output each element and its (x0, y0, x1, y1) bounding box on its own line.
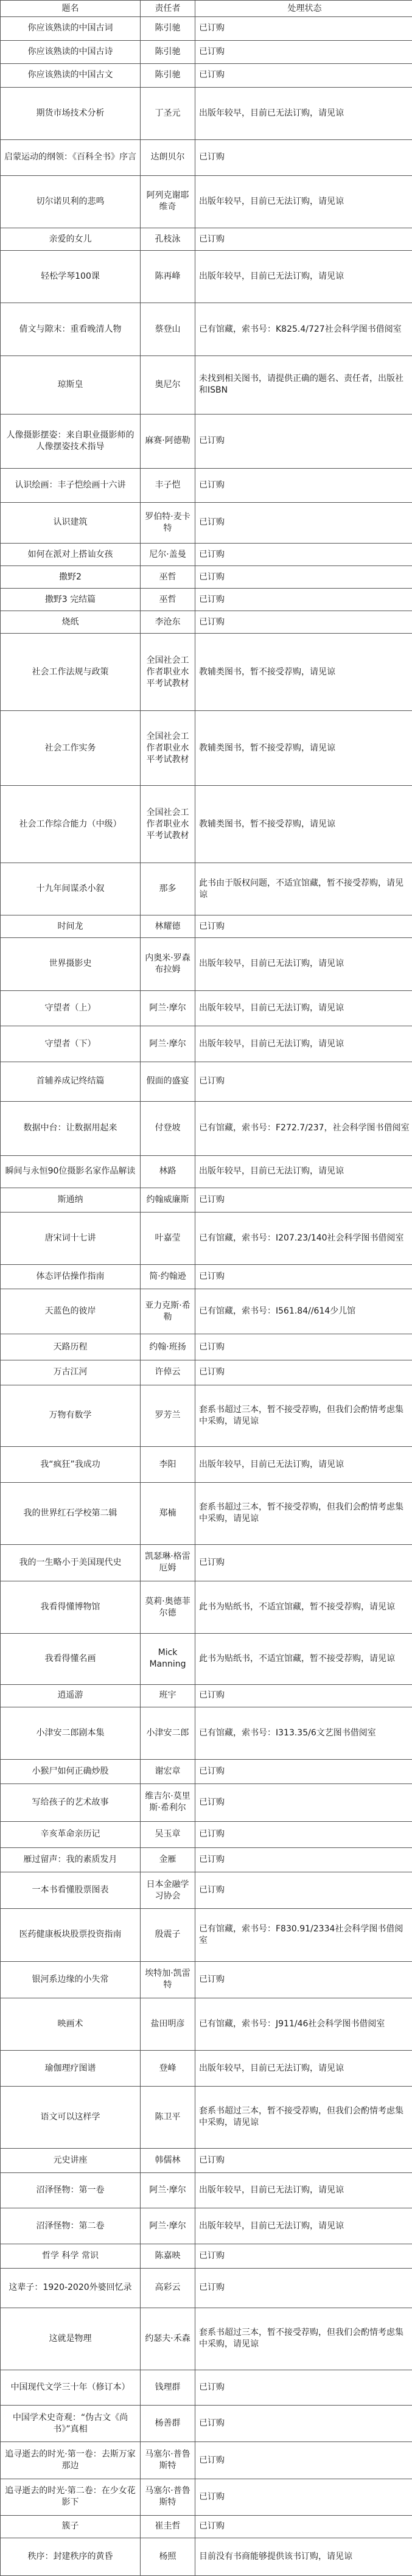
responsible-cell: 丰子恺 (141, 468, 195, 502)
book-title-cell: 语文可以这样学 (1, 2086, 141, 2148)
status-cell: 教辅类图书，暂不接受荐购，请见谅 (195, 786, 412, 863)
table-row (1, 1684, 412, 1707)
table-row (1, 2515, 412, 2538)
responsible-cell: 凯瑟琳·格雷厄姆 (141, 1544, 195, 1581)
table-row (1, 634, 412, 711)
table-row (1, 355, 412, 414)
book-title-cell: 人像摄影摆姿：来自职业摄影师的人像摆姿技术指导 (1, 414, 141, 468)
book-title-cell: 辛亥革命亲历记 (1, 1821, 141, 1847)
responsible-cell: 登峰 (141, 2051, 195, 2087)
book-title-cell: 烧纸 (1, 611, 141, 634)
book-title-cell: 守望者（下） (1, 1026, 141, 1062)
table-row (1, 1289, 412, 1334)
book-title-cell: 切尔诺贝利的悲鸣 (1, 175, 141, 228)
book-title-cell: 万古江河 (1, 1360, 141, 1385)
status-cell: 出版年较早，目前已无法订购，请见谅 (195, 175, 412, 228)
table-row (1, 1026, 412, 1062)
responsible-cell: 阿兰·摩尔 (141, 990, 195, 1026)
status-cell: 已订购 (195, 64, 412, 88)
book-title-cell: 数据中台：让数据用起来 (1, 1101, 141, 1155)
book-title-cell: 万物有数学 (1, 1385, 141, 1447)
book-title-cell: 中国学术史奇观：“伪古文《尚书》”真相 (1, 2406, 141, 2442)
status-cell: 出版年较早，目前已无法订购，请见谅 (195, 1026, 412, 1062)
table-row (1, 710, 412, 785)
status-cell: 已订购 (195, 2515, 412, 2538)
book-title-cell: 秩序：封建秩序的黄昏 (1, 2538, 141, 2575)
status-cell: 已有馆藏，索书号：I561.84//614少儿馆 (195, 1289, 412, 1334)
table-row (1, 1265, 412, 1289)
status-cell: 此书为贴纸书，不适宜馆藏，暂不接受荐购，请见谅 (195, 1634, 412, 1684)
table-row (1, 2208, 412, 2244)
table-row (1, 468, 412, 502)
responsible-cell: 林耀德 (141, 915, 195, 938)
responsible-cell: 盐田明彦 (141, 1998, 195, 2050)
table-body (1, 17, 412, 2576)
table-row (1, 1821, 412, 1847)
status-cell: 目前没有书商能够提供该书订购，请见谅 (195, 2538, 412, 2575)
book-title-cell: 首辅养成记终结篇 (1, 1062, 141, 1101)
book-title-cell: 这就是物理 (1, 2308, 141, 2370)
table-row (1, 1760, 412, 1784)
book-title-cell: 撒野2 (1, 566, 141, 589)
table-row (1, 1961, 412, 1998)
responsible-cell: 约翰威廉斯 (141, 1188, 195, 1212)
responsible-cell: 罗芳兰 (141, 1385, 195, 1447)
table-row (1, 1385, 412, 1447)
responsible-cell: 全国社会工作者职业水平考试教材 (141, 710, 195, 785)
responsible-cell: 叶嘉莹 (141, 1212, 195, 1264)
responsible-cell: 李阳 (141, 1447, 195, 1483)
responsible-cell: 全国社会工作者职业水平考试教材 (141, 786, 195, 863)
responsible-cell: 阿兰·摩尔 (141, 1026, 195, 1062)
status-cell: 已订购 (195, 1760, 412, 1784)
book-title-cell: 我的世界红石学校第二辑 (1, 1482, 141, 1544)
status-cell: 已订购 (195, 589, 412, 611)
table-row (1, 1212, 412, 1264)
book-title-cell: 体态评估操作指南 (1, 1265, 141, 1289)
book-title-cell: 追寻逝去的时光·第二卷：在少女花影下 (1, 2479, 141, 2515)
book-title-cell: 逍遥游 (1, 1684, 141, 1707)
table-row (1, 938, 412, 990)
status-cell: 已有馆藏，索书号：F272.7/237，社会科学图书借阅室 (195, 1101, 412, 1155)
book-title-cell: 时间龙 (1, 915, 141, 938)
book-title-cell: 社会工作实务 (1, 710, 141, 785)
book-title-cell: 守望者（上） (1, 990, 141, 1026)
responsible-cell: 许倬云 (141, 1360, 195, 1385)
book-title-cell: 小猴尸如何正确炒股 (1, 1760, 141, 1784)
book-title-cell: 簇子 (1, 2515, 141, 2538)
responsible-cell: 尼尔·盖曼 (141, 544, 195, 566)
responsible-cell: 阿兰·摩尔 (141, 2208, 195, 2244)
table-row (1, 1872, 412, 1909)
book-title-cell: 天蓝色的彼岸 (1, 1289, 141, 1334)
table-row (1, 544, 412, 566)
status-cell: 出版年较早，目前已无法订购，请见谅 (195, 2051, 412, 2087)
book-title-cell: 沼泽怪物：第二卷 (1, 2208, 141, 2244)
responsible-cell: 小津安二郎 (141, 1707, 195, 1759)
status-cell: 已订购 (195, 2479, 412, 2515)
responsible-cell: 李沧东 (141, 611, 195, 634)
responsible-cell: 陈再峰 (141, 251, 195, 303)
status-cell: 已有馆藏，索书号：I313.35/6文艺图书借阅室 (195, 1707, 412, 1759)
responsible-cell: 陈引驰 (141, 64, 195, 88)
responsible-cell: 亚力克斯·希勒 (141, 1289, 195, 1334)
table-row (1, 1581, 412, 1633)
status-cell: 已订购 (195, 1188, 412, 1212)
book-title-cell: 小津安二郎剧本集 (1, 1707, 141, 1759)
book-title-cell: 倩文与隙末：重看晚清人物 (1, 303, 141, 355)
book-title-cell: 瑜伽理疗图谱 (1, 2051, 141, 2087)
responsible-cell: 罗伯特·麦卡特 (141, 502, 195, 544)
book-title-cell: 这辈子：1920-2020外婆回忆录 (1, 2269, 141, 2308)
responsible-cell: 班宇 (141, 1684, 195, 1707)
book-title-cell: 你应该熟读的中国古文 (1, 64, 141, 88)
responsible-cell: 全国社会工作者职业水平考试教材 (141, 634, 195, 711)
table-row (1, 1707, 412, 1759)
table-row (1, 228, 412, 251)
table-row (1, 1998, 412, 2050)
responsible-cell: 达朗贝尔 (141, 140, 195, 176)
status-cell: 已订购 (195, 1784, 412, 1822)
book-title-cell: 我的一生略小于美国现代史 (1, 1544, 141, 1581)
table-row (1, 863, 412, 915)
status-cell: 已订购 (195, 1848, 412, 1872)
responsible-cell: 莫莉·奥德菲尔德 (141, 1581, 195, 1633)
table-row (1, 786, 412, 863)
column-header-status: 处理状态 (195, 1, 412, 17)
status-cell: 出版年较早，目前已无法订购，请见谅 (195, 938, 412, 990)
table-row (1, 990, 412, 1026)
book-title-cell: 你应该熟读的中国古词 (1, 17, 141, 41)
status-cell: 出版年较早，目前已无法订购，请见谅 (195, 990, 412, 1026)
book-title-cell: 撒野3 完结篇 (1, 589, 141, 611)
table-row (1, 1909, 412, 1961)
status-cell: 已订购 (195, 228, 412, 251)
table-row (1, 2086, 412, 2148)
book-title-cell: 斯通纳 (1, 1188, 141, 1212)
status-cell: 教辅类图书，暂不接受荐购，请见谅 (195, 634, 412, 711)
status-cell: 已订购 (195, 1872, 412, 1909)
responsible-cell: 付登坡 (141, 1101, 195, 1155)
status-cell: 出版年较早，目前已无法订购，请见谅 (195, 2208, 412, 2244)
table-row (1, 915, 412, 938)
responsible-cell: 林路 (141, 1156, 195, 1188)
table-row (1, 303, 412, 355)
table-row (1, 1447, 412, 1483)
status-cell: 出版年较早，目前已无法订购，请见谅 (195, 1447, 412, 1483)
responsible-cell: 金雁 (141, 1848, 195, 1872)
table-row (1, 502, 412, 544)
book-title-cell: 哲学 科学 常识 (1, 2244, 141, 2268)
book-title-cell: 琼斯皇 (1, 355, 141, 414)
table-row (1, 566, 412, 589)
responsible-cell: 杨善群 (141, 2406, 195, 2442)
table-row (1, 1334, 412, 1360)
book-title-cell: 社会工作法规与政策 (1, 634, 141, 711)
book-title-cell: 银河系边缘的小失常 (1, 1961, 141, 1998)
responsible-cell: 孔枝泳 (141, 228, 195, 251)
status-cell: 已订购 (195, 2406, 412, 2442)
status-cell: 此书为贴纸书，不适宜馆藏，暂不接受荐购，请见谅 (195, 1581, 412, 1633)
status-cell: 套系书超过三本，暂不接受荐购，但我们会酌情考虑集中采购，请见谅 (195, 2086, 412, 2148)
book-title-cell: 认识建筑 (1, 502, 141, 544)
responsible-cell: 郑楠 (141, 1482, 195, 1544)
book-title-cell: 认识绘画：丰子恺绘画十六讲 (1, 468, 141, 502)
table-row (1, 611, 412, 634)
status-cell: 已订购 (195, 468, 412, 502)
status-cell: 已订购 (195, 1265, 412, 1289)
responsible-cell: 陈嘉映 (141, 2244, 195, 2268)
table-row (1, 2172, 412, 2208)
responsible-cell: 殷震子 (141, 1909, 195, 1961)
status-cell: 出版年较早，目前已无法订购，请见谅 (195, 2172, 412, 2208)
responsible-cell: 阿列克谢耶维奇 (141, 175, 195, 228)
book-title-cell: 十九年间谋杀小叙 (1, 863, 141, 915)
status-cell: 已订购 (195, 2442, 412, 2479)
status-cell: 出版年较早，目前已无法订购，请见谅 (195, 87, 412, 139)
responsible-cell: 蔡登山 (141, 303, 195, 355)
status-cell: 已订购 (195, 1360, 412, 1385)
table-row (1, 2538, 412, 2575)
book-title-cell: 你应该熟读的中国古诗 (1, 40, 141, 64)
responsible-cell: 陈卫平 (141, 2086, 195, 2148)
responsible-cell: 钱理群 (141, 2370, 195, 2406)
status-cell: 已有馆藏，索书号：K825.4/727社会科学图书借阅室 (195, 303, 412, 355)
status-cell: 已订购 (195, 566, 412, 589)
book-title-cell: 瞬间与永恒90位摄影名家作品解读 (1, 1156, 141, 1188)
status-cell: 已订购 (195, 2269, 412, 2308)
table-row (1, 1634, 412, 1684)
status-cell: 已有馆藏，索书号：I207.23/140社会科学图书借阅室 (195, 1212, 412, 1264)
responsible-cell: 阿兰·摩尔 (141, 2172, 195, 2208)
table-row (1, 251, 412, 303)
book-title-cell: 我看得懂博物馆 (1, 1581, 141, 1633)
table-row (1, 1062, 412, 1101)
table-row (1, 64, 412, 88)
table-row (1, 2442, 412, 2479)
responsible-cell: 杨照 (141, 2538, 195, 2575)
responsible-cell: 约瑟夫·禾森 (141, 2308, 195, 2370)
responsible-cell: 巫哲 (141, 566, 195, 589)
book-title-cell: 世界摄影史 (1, 938, 141, 990)
status-cell: 已订购 (195, 2370, 412, 2406)
book-title-cell: 元史讲座 (1, 2148, 141, 2172)
status-cell: 此书由于版权问题，不适宜馆藏，暂不接受荐购，请见谅 (195, 863, 412, 915)
table-row (1, 1784, 412, 1822)
responsible-cell: 高彩云 (141, 2269, 195, 2308)
book-title-cell: 追寻逝去的时光·第一卷：去斯万家那边 (1, 2442, 141, 2479)
table-row (1, 2148, 412, 2172)
responsible-cell: 约翰·班扬 (141, 1334, 195, 1360)
table-row (1, 2269, 412, 2308)
status-cell: 已订购 (195, 915, 412, 938)
status-cell: 已订购 (195, 40, 412, 64)
responsible-cell: 那多 (141, 863, 195, 915)
status-cell: 已订购 (195, 1544, 412, 1581)
status-cell: 已订购 (195, 2148, 412, 2172)
responsible-cell: 简·约翰逊 (141, 1265, 195, 1289)
table-row (1, 414, 412, 468)
status-cell: 出版年较早，目前已无法订购，请见谅 (195, 1156, 412, 1188)
book-title-cell: 写给孩子的艺术故事 (1, 1784, 141, 1822)
book-title-cell: 医药健康板块股票投资指南 (1, 1909, 141, 1961)
column-header-title: 题名 (1, 1, 141, 17)
status-cell: 已有馆藏，索书号：F830.91/2334社会科学图书借阅室 (195, 1909, 412, 1961)
responsible-cell: 假面的盛宴 (141, 1062, 195, 1101)
responsible-cell: 马塞尔·普鲁斯特 (141, 2479, 195, 2515)
table-row (1, 40, 412, 64)
responsible-cell: 崔圭哲 (141, 2515, 195, 2538)
responsible-cell: 韩儒林 (141, 2148, 195, 2172)
table-row (1, 17, 412, 41)
table-row (1, 1848, 412, 1872)
status-cell: 套系书超过三本，暂不接受荐购，但我们会酌情考虑集中采购，请见谅 (195, 1482, 412, 1544)
responsible-cell: 吴玉章 (141, 1821, 195, 1847)
responsible-cell: 埃特加·凯雷特 (141, 1961, 195, 1998)
table-row (1, 2308, 412, 2370)
status-cell: 已有馆藏，索书号：J911/46社会科学图书借阅室 (195, 1998, 412, 2050)
book-title-cell: 亲爱的女儿 (1, 228, 141, 251)
table-row (1, 2479, 412, 2515)
book-title-cell: 雁过留声：我的素质发月 (1, 1848, 141, 1872)
book-title-cell: 一本书看懂股票图表 (1, 1872, 141, 1909)
table-row (1, 175, 412, 228)
table-row (1, 2051, 412, 2087)
header-row (1, 1, 412, 17)
book-title-cell: 轻松学琴100课 (1, 251, 141, 303)
status-cell: 未找到相关图书，请提供正确的题名、责任者，出版社和ISBN (195, 355, 412, 414)
responsible-cell: Mick Manning (141, 1634, 195, 1684)
status-cell: 套系书超过三本，暂不接受荐购，但我们会酌情考虑集中采购，请见谅 (195, 1385, 412, 1447)
book-title-cell: 映画术 (1, 1998, 141, 2050)
status-cell: 已订购 (195, 611, 412, 634)
status-cell: 教辅类图书，暂不接受荐购，请见谅 (195, 710, 412, 785)
responsible-cell: 丁圣元 (141, 87, 195, 139)
table-row (1, 1101, 412, 1155)
book-title-cell: 启蒙运动的纲领：《百科全书》序言 (1, 140, 141, 176)
status-cell: 已订购 (195, 544, 412, 566)
book-title-cell: 我看得懂名画 (1, 1634, 141, 1684)
responsible-cell: 麻赛·阿德勒 (141, 414, 195, 468)
table-row (1, 2406, 412, 2442)
responsible-cell: 巫哲 (141, 589, 195, 611)
status-cell: 已订购 (195, 2244, 412, 2268)
responsible-cell: 马塞尔·普鲁斯特 (141, 2442, 195, 2479)
table-row (1, 140, 412, 176)
book-title-cell: 如何在派对上搭讪女孩 (1, 544, 141, 566)
book-title-cell: 天路历程 (1, 1334, 141, 1360)
book-title-cell: 期货市场技术分析 (1, 87, 141, 139)
responsible-cell: 日本金融学习协会 (141, 1872, 195, 1909)
responsible-cell: 陈引驰 (141, 40, 195, 64)
book-title-cell: 社会工作综合能力（中级） (1, 786, 141, 863)
status-cell: 已订购 (195, 502, 412, 544)
status-cell: 出版年较早，目前已无法订购，请见谅 (195, 251, 412, 303)
table-row (1, 2370, 412, 2406)
status-cell: 已订购 (195, 414, 412, 468)
book-title-cell: 我“疯狂”我成功 (1, 1447, 141, 1483)
table-row (1, 2244, 412, 2268)
column-header-responsible: 责任者 (141, 1, 195, 17)
table-row (1, 87, 412, 139)
status-cell: 已订购 (195, 1821, 412, 1847)
status-cell: 已订购 (195, 140, 412, 176)
status-cell: 套系书超过三本，暂不接受荐购，但我们会酌情考虑集中采购，请见谅 (195, 2308, 412, 2370)
status-cell: 已订购 (195, 1684, 412, 1707)
status-cell: 已订购 (195, 1961, 412, 1998)
book-title-cell: 唐宋词十七讲 (1, 1212, 141, 1264)
responsible-cell: 陈引驰 (141, 17, 195, 41)
responsible-cell: 谢宏章 (141, 1760, 195, 1784)
table-row (1, 589, 412, 611)
table-row (1, 1544, 412, 1581)
responsible-cell: 奥尼尔 (141, 355, 195, 414)
status-cell: 已订购 (195, 1334, 412, 1360)
table-row (1, 1156, 412, 1188)
status-cell: 已订购 (195, 17, 412, 41)
table-row (1, 1360, 412, 1385)
responsible-cell: 维吉尔·莫里斯·希利尔 (141, 1784, 195, 1822)
table-row (1, 1482, 412, 1544)
book-title-cell: 沼泽怪物：第一卷 (1, 2172, 141, 2208)
status-cell: 已订购 (195, 1062, 412, 1101)
book-title-cell: 中国现代文学三十年（修订本） (1, 2370, 141, 2406)
responsible-cell: 内奥米·罗森布拉姆 (141, 938, 195, 990)
table-row (1, 1188, 412, 1212)
